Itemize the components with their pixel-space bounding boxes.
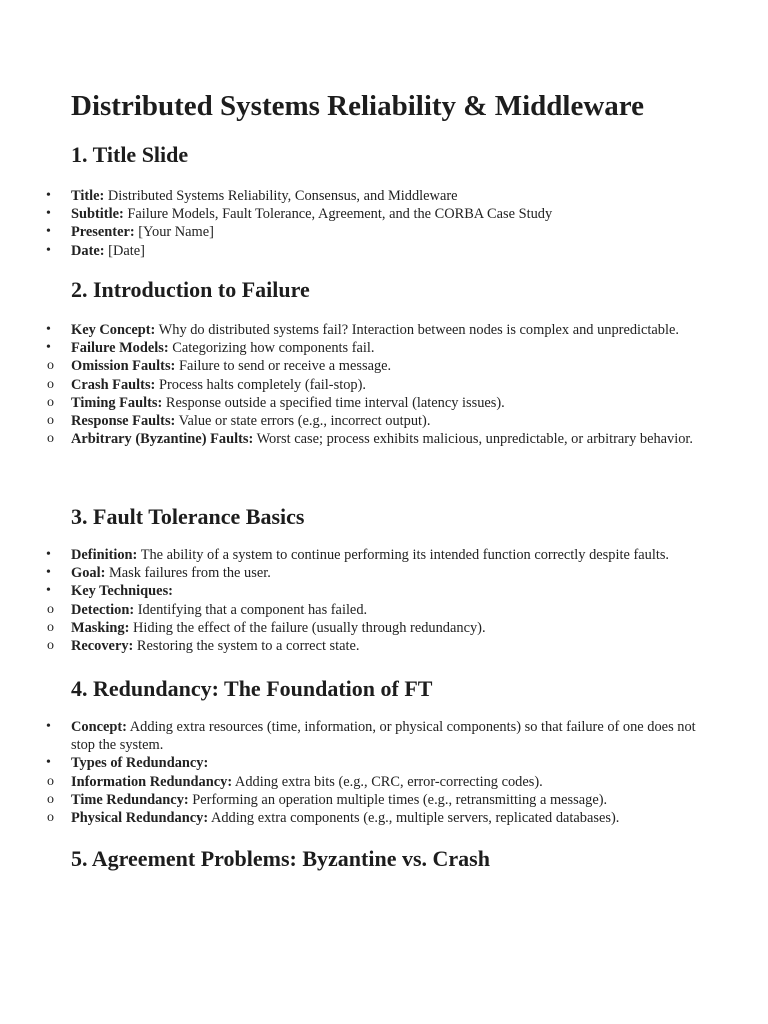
section-heading: 2. Introduction to Failure (71, 277, 310, 302)
sub-bullet-marker: o (47, 413, 54, 429)
list-item (0, 376, 768, 394)
bullet-marker: • (46, 188, 51, 203)
item-label: Arbitrary (Byzantine) Faults: (71, 431, 254, 448)
bullet-list (0, 321, 768, 448)
item-label: Concept: (71, 719, 127, 735)
bullet-marker: • (46, 206, 51, 222)
item-label: Response Faults: (71, 413, 176, 430)
section-heading: 3. Fault Tolerance Basics (71, 504, 305, 529)
sub-bullet-marker: o (47, 619, 54, 635)
item-label: Goal: (71, 565, 106, 582)
item-text: Hiding the effect of the failure (usually through redundancy). (129, 619, 486, 636)
list-item (0, 357, 768, 375)
list-item (0, 791, 768, 809)
sub-bullet-marker: o (47, 431, 54, 447)
item-text: Why do distributed systems fail? Interaction between nodes is complex and unpredictable. (155, 322, 679, 338)
item-text: Performing an operation multiple times (e.g., retransmitting a message). (188, 791, 608, 808)
item-label: Omission Faults: (71, 358, 176, 375)
bullet-list (0, 187, 768, 260)
bullet-marker: • (46, 322, 51, 337)
item-label: Failure Models: (71, 340, 169, 357)
item-label: Title: (71, 188, 105, 204)
list-item (0, 809, 768, 827)
bullet-list (0, 546, 768, 655)
item-text: Categorizing how components fail. (168, 340, 375, 357)
item-label: Types of Redundancy: (71, 755, 209, 772)
list-item (0, 205, 768, 223)
list-item (0, 339, 768, 357)
section-heading: 5. Agreement Problems: Byzantine vs. Crash (71, 846, 490, 871)
list-item (0, 321, 768, 339)
list-item (0, 412, 768, 430)
item-text: Identifying that a component has failed. (134, 601, 368, 618)
bullet-marker: • (46, 224, 51, 240)
item-text: Worst case; process exhibits malicious, unpredictable, or arbitrary behavior. (253, 431, 694, 448)
bullet-marker: • (46, 719, 51, 734)
bullet-marker: • (46, 583, 51, 599)
item-text: [Your Name] (134, 224, 214, 241)
document-title: Distributed Systems Reliability & Middleware (71, 90, 644, 122)
list-item (0, 546, 768, 564)
list-item (0, 619, 768, 637)
list-item (0, 773, 768, 791)
bullet-marker: • (46, 340, 51, 356)
item-label: Physical Redundancy: (71, 810, 209, 827)
item-text: Restoring the system to a correct state. (133, 638, 360, 655)
item-label: Crash Faults: (71, 376, 156, 393)
item-label: Timing Faults: (71, 394, 163, 411)
bullet-marker: • (46, 547, 51, 562)
bullet-list (0, 718, 768, 827)
item-label: Key Concept: (71, 322, 156, 338)
item-label: Presenter: (71, 224, 135, 241)
list-item (0, 564, 768, 582)
item-text: [Date] (104, 242, 145, 259)
item-label: Recovery: (71, 638, 134, 655)
list-item (0, 242, 768, 260)
item-label: Definition: (71, 547, 138, 563)
sub-bullet-marker: o (47, 376, 54, 392)
section-heading: 1. Title Slide (71, 142, 189, 167)
list-item (0, 718, 768, 754)
item-label: Detection: (71, 601, 135, 618)
bullet-marker: • (46, 565, 51, 581)
item-text: Process halts completely (fail-stop). (155, 376, 366, 393)
list-item (0, 430, 768, 448)
item-label: Time Redundancy: (71, 791, 189, 808)
list-item (0, 223, 768, 241)
item-label: Information Redundancy: (71, 773, 233, 790)
sub-bullet-marker: o (47, 638, 54, 654)
item-text: Distributed Systems Reliability, Consensus, and Middleware (104, 188, 458, 204)
item-text: Failure to send or receive a message. (175, 358, 392, 375)
bullet-marker: • (46, 242, 51, 258)
item-text: Adding extra components (e.g., multiple servers, replicated databases). (208, 810, 620, 827)
list-item (0, 637, 768, 655)
item-text: Response outside a specified time interval (latency issues). (162, 394, 505, 411)
item-text: Adding extra resources (time, information, or physical components) so that failure of one does not stop the system. (71, 719, 696, 754)
item-label: Date: (71, 242, 105, 259)
item-label: Key Techniques: (71, 583, 173, 600)
list-item (0, 394, 768, 412)
sub-bullet-marker: o (47, 810, 54, 826)
list-item (0, 601, 768, 619)
sub-bullet-marker: o (47, 791, 54, 807)
item-label: Masking: (71, 619, 130, 636)
list-item (0, 754, 768, 772)
sub-bullet-marker: o (47, 773, 54, 789)
item-label: Subtitle: (71, 206, 124, 223)
item-text: Adding extra bits (e.g., CRC, error-correcting codes). (232, 773, 543, 790)
sub-bullet-marker: o (47, 358, 54, 374)
item-text: Failure Models, Fault Tolerance, Agreement, and the CORBA Case Study (123, 206, 553, 223)
sub-bullet-marker: o (47, 601, 54, 617)
list-item (0, 187, 768, 205)
sub-bullet-marker: o (47, 394, 54, 410)
item-text: Value or state errors (e.g., incorrect output). (175, 413, 431, 430)
item-text: Mask failures from the user. (105, 565, 271, 582)
item-text: The ability of a system to continue performing its intended function correctly despite faults. (137, 547, 670, 563)
section-heading: 4. Redundancy: The Foundation of FT (71, 676, 433, 701)
list-item (0, 582, 768, 600)
bullet-marker: • (46, 755, 51, 771)
